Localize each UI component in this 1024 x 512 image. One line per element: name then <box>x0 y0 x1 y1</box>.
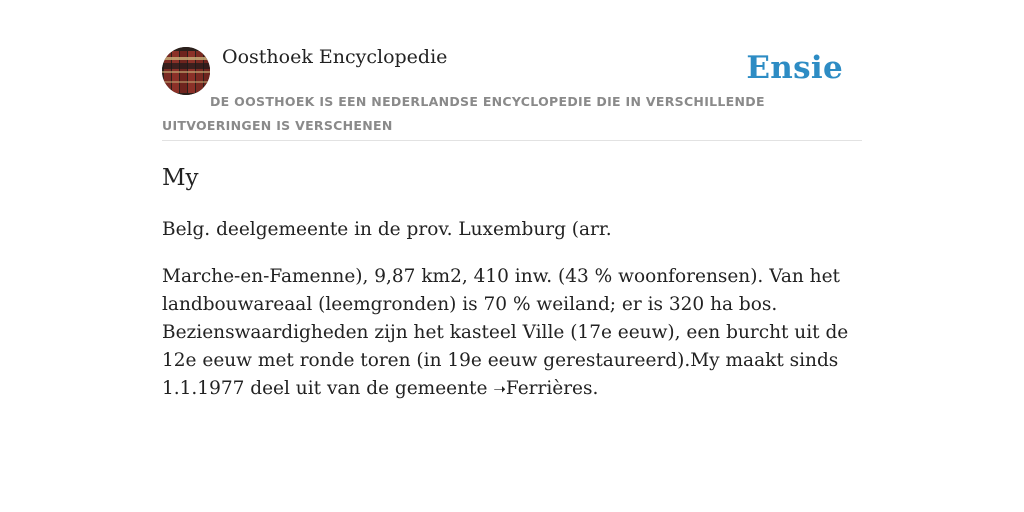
link-arrow-icon: ➝ <box>493 380 506 398</box>
ferrieres-link[interactable]: Ferrières <box>505 378 593 399</box>
entry-title: My <box>162 165 199 191</box>
entry-paragraph-2-text: Marche-en-Famenne), 9,87 km2, 410 inw. (43 % woonforensen). Van het landbouwareaal (leemgronden) is 70 % weiland; er is 320 ha bos. Bezienswaardigheden zijn het kasteel Ville (17e eeuw), een burcht uit de 12e eeuw met ronde toren (in 19e eeuw gerestaureerd).My maakt sinds 1.1.1977 deel uit van de gemeente <box>162 266 849 399</box>
trailing-period: . <box>592 378 599 399</box>
brand-logo-link[interactable]: Ensie <box>746 50 843 86</box>
site-header <box>162 44 862 141</box>
entry-paragraph-2 <box>162 263 862 403</box>
encyclopedia-books-icon <box>162 47 210 95</box>
site-tagline: DE OOSTHOEK IS EEN NEDERLANDSE ENCYCLOPEDIE DIE IN VERSCHILLENDE UITVOERINGEN IS VERSCHENEN <box>162 94 765 133</box>
avatar[interactable] <box>162 47 210 95</box>
entry-paragraph-1: Belg. deelgemeente in de prov. Luxemburg (arr. <box>162 219 612 240</box>
site-title[interactable]: Oosthoek Encyclopedie <box>222 46 448 68</box>
entry-content <box>162 160 862 403</box>
